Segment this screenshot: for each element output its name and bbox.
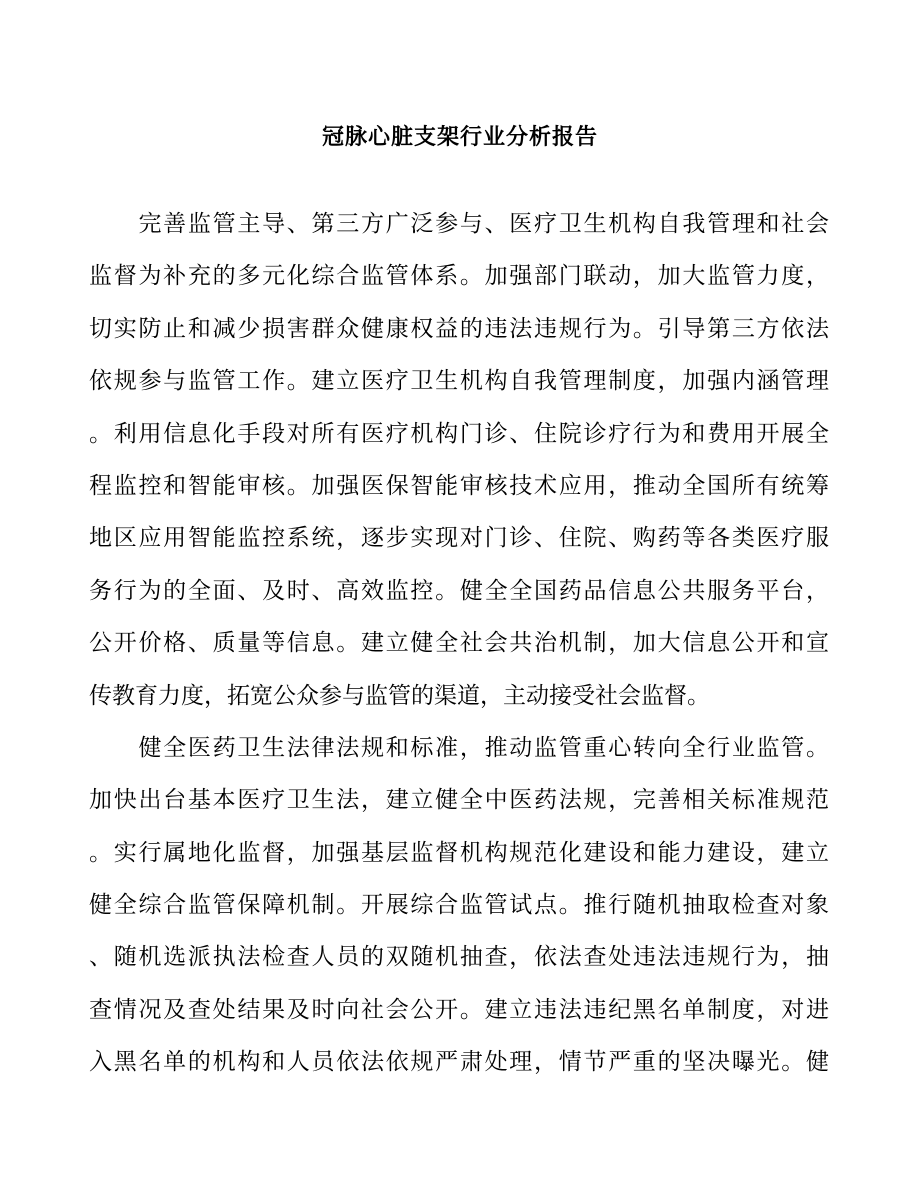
text-line: 、随机选派执法检查人员的双随机抽查，依法查处违法违规行为，抽 [89, 944, 829, 971]
text-line: 公开价格、质量等信息。建立健全社会共治机制，加大信息公开和宣 [89, 630, 829, 657]
paragraph-2 [89, 728, 829, 1095]
text-line: 。实行属地化监督，加强基层监督机构规范化建设和能力建设，建立 [89, 839, 829, 866]
text-line: 加快出台基本医疗卫生法，建立健全中医药法规，完善相关标准规范 [89, 787, 829, 814]
document-body [89, 204, 829, 1095]
text-line: 查情况及查处结果及时向社会公开。建立违法违纪黑名单制度，对进 [89, 996, 829, 1023]
text-line: 完善监管主导、第三方广泛参与、医疗卫生机构自我管理和社会 [89, 211, 829, 237]
text-line: 务行为的全面、及时、高效监控。健全全国药品信息公共服务平台， [89, 577, 829, 604]
text-line: 。利用信息化手段对所有医疗机构门诊、住院诊疗行为和费用开展全 [89, 420, 829, 447]
text-line: 依规参与监管工作。建立医疗卫生机构自我管理制度，加强内涵管理 [89, 368, 829, 395]
paragraph-1 [89, 204, 829, 728]
document-title: 冠脉心脏支架行业分析报告 [321, 124, 598, 150]
text-line: 程监控和智能审核。加强医保智能审核技术应用，推动全国所有统筹 [89, 472, 829, 499]
text-line: 监督为补充的多元化综合监管体系。加强部门联动，加大监管力度， [89, 263, 829, 290]
text-line: 切实防止和减少损害群众健康权益的违法违规行为。引导第三方依法 [89, 315, 829, 342]
text-line: 地区应用智能监控系统，逐步实现对门诊、住院、购药等各类医疗服 [89, 525, 829, 552]
text-line: 健全综合监管保障机制。开展综合监管试点。推行随机抽取检查对象 [89, 892, 829, 919]
text-line: 传教育力度，拓宽公众参与监管的渠道，主动接受社会监督。 [89, 682, 710, 709]
text-line: 入黑名单的机构和人员依法依规严肃处理，情节严重的坚决曝光。健 [89, 1049, 829, 1076]
text-line: 健全医药卫生法律法规和标准，推动监管重心转向全行业监管。 [89, 734, 829, 761]
